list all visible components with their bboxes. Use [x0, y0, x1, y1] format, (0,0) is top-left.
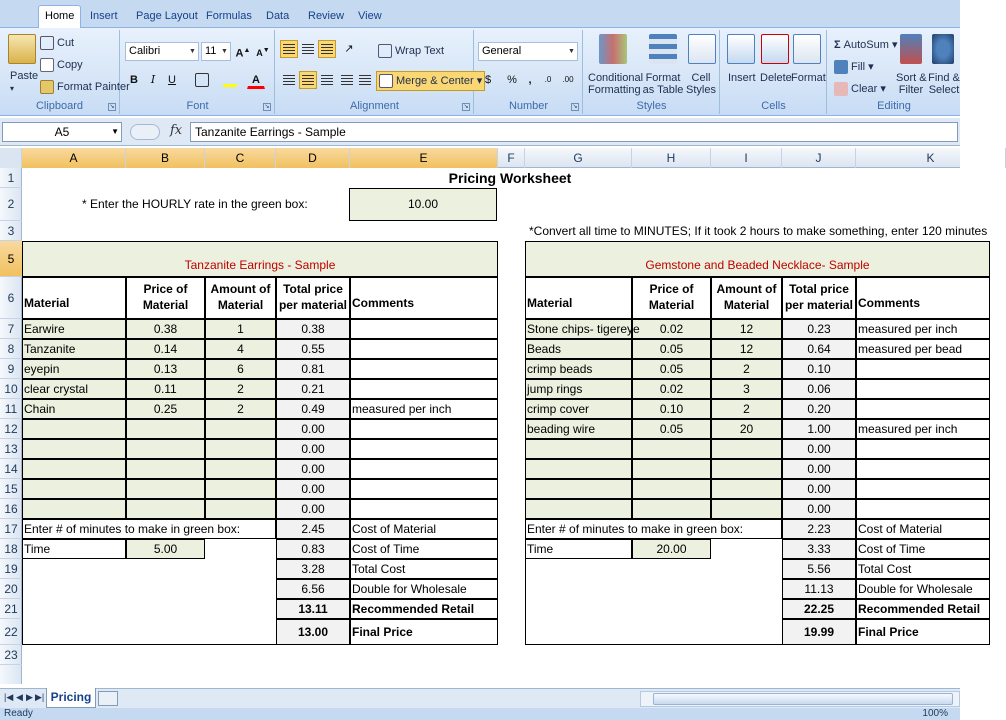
- hourly-rate-input[interactable]: 10.00: [407, 197, 439, 211]
- column-header-j[interactable]: J: [782, 148, 856, 168]
- column-headers: [0, 148, 960, 168]
- number-label: Number: [508, 100, 549, 112]
- right-summary-value[interactable]: 2.23: [807, 522, 831, 536]
- formatting-label: Formatting: [588, 84, 641, 96]
- cut-button[interactable]: [40, 36, 74, 50]
- brush-icon: [40, 80, 54, 94]
- ribbon: [0, 28, 960, 116]
- right-total-cell[interactable]: 0.20: [807, 402, 831, 416]
- align-center-button[interactable]: [299, 71, 317, 89]
- right-header-amount[interactable]: Amount of Material: [716, 282, 777, 312]
- left-summary-label[interactable]: Recommended Retail: [352, 602, 475, 616]
- chevron-down-icon: ▼: [221, 48, 228, 55]
- clear-label: Clear: [851, 83, 878, 95]
- merge-center-label: Merge & Center: [396, 75, 474, 87]
- fill-button[interactable]: Fill ▾: [834, 60, 874, 74]
- name-box[interactable]: [2, 122, 122, 142]
- sheet-tab-pricing[interactable]: Pricing: [46, 688, 96, 708]
- left-price-cell[interactable]: 0.38: [153, 322, 178, 336]
- row-header-3[interactable]: 3: [0, 221, 22, 241]
- left-comment-cell[interactable]: measured per inch: [352, 402, 452, 416]
- left-summary-value[interactable]: 0.83: [301, 542, 325, 556]
- copy-button[interactable]: [40, 58, 83, 72]
- cell-label: Cell: [691, 72, 711, 84]
- hourly-rate-prompt[interactable]: * Enter the HOURLY rate in the green box:: [82, 197, 308, 211]
- select-label: Select: [928, 84, 960, 96]
- column-header-d[interactable]: D: [276, 148, 350, 168]
- left-amount-cell[interactable]: 1: [237, 322, 244, 336]
- row-headers: [0, 168, 22, 684]
- row-header-1[interactable]: 1: [0, 168, 22, 188]
- formula-expand-icon[interactable]: [130, 124, 160, 140]
- cut-label: Cut: [57, 36, 75, 49]
- right-time-input[interactable]: 20.00: [656, 542, 687, 556]
- right-amount-cell[interactable]: 12: [739, 322, 754, 336]
- wrap-text-button[interactable]: [378, 44, 444, 58]
- left-summary-label[interactable]: Double for Wholesale: [352, 582, 467, 596]
- convert-minutes-note[interactable]: *Convert all time to MINUTES; If it took 2 hours to make something, enter 120 minutes: [529, 224, 988, 238]
- cell-styles-button[interactable]: [684, 72, 718, 96]
- editing-label: Editing: [877, 100, 911, 112]
- insert-function-icon[interactable]: fx: [170, 123, 183, 138]
- left-summary-label[interactable]: Cost of Material: [352, 522, 437, 536]
- format-as-table-icon: [649, 34, 677, 64]
- clear-button[interactable]: Clear ▾: [834, 82, 886, 96]
- scrollbar-thumb[interactable]: [653, 693, 953, 705]
- tab-formulas[interactable]: Formulas: [206, 10, 252, 22]
- right-total-cell[interactable]: 0.64: [807, 342, 831, 356]
- row-header-8[interactable]: 8: [0, 339, 22, 359]
- status-bar: [0, 708, 960, 720]
- left-material-cell[interactable]: Chain: [24, 402, 56, 416]
- alignment-label: Alignment: [350, 100, 399, 112]
- row-header-6[interactable]: 6: [0, 277, 22, 319]
- column-header-k[interactable]: K: [856, 148, 1006, 168]
- align-left-icon: [283, 75, 295, 85]
- font-group: [121, 30, 275, 114]
- shrink-font-button[interactable]: A▼: [256, 47, 270, 58]
- worksheet-grid: [0, 148, 988, 684]
- find-select-button[interactable]: [928, 72, 960, 96]
- left-total-cell[interactable]: 0.00: [301, 462, 325, 476]
- right-total-cell[interactable]: 0.23: [807, 322, 831, 336]
- tab-view[interactable]: View: [358, 10, 382, 22]
- left-header-total[interactable]: Total price per material: [278, 282, 348, 312]
- copy-label: Copy: [57, 58, 83, 71]
- row-header-20[interactable]: 20: [0, 579, 22, 599]
- name-box-value: A5: [54, 125, 70, 139]
- right-summary-value[interactable]: 11.13: [804, 582, 834, 596]
- orientation-button[interactable]: ↗: [344, 43, 354, 55]
- left-summary-label[interactable]: Final Price: [352, 625, 413, 639]
- row-header-12[interactable]: 12: [0, 419, 22, 439]
- align-right-icon: [321, 75, 333, 85]
- decrease-decimal-button[interactable]: .00: [562, 75, 574, 84]
- row-header-15[interactable]: 15: [0, 479, 22, 499]
- right-summary-label[interactable]: Final Price: [858, 625, 919, 639]
- right-total-cell[interactable]: 0.00: [807, 502, 831, 516]
- left-total-cell[interactable]: 0.38: [301, 322, 325, 336]
- column-header-a[interactable]: A: [22, 148, 126, 168]
- row-header-9[interactable]: 9: [0, 359, 22, 379]
- right-price-cell[interactable]: 0.05: [659, 362, 684, 376]
- clipboard-launcher-icon[interactable]: ↘: [109, 104, 115, 110]
- bold-button[interactable]: B: [130, 74, 138, 86]
- row-header-7[interactable]: 7: [0, 319, 22, 339]
- paste-dropdown-icon[interactable]: ▾: [10, 84, 15, 93]
- right-summary-label[interactable]: Cost of Material: [858, 522, 943, 536]
- last-sheet-icon[interactable]: ▶|: [35, 692, 45, 702]
- align-bottom-button[interactable]: [318, 40, 336, 58]
- format-button[interactable]: Format: [791, 72, 826, 84]
- right-summary-label[interactable]: Double for Wholesale: [858, 582, 973, 596]
- borders-button[interactable]: [193, 71, 211, 89]
- styles-label: Styles: [636, 100, 667, 112]
- column-header-c[interactable]: C: [205, 148, 276, 168]
- eraser-icon: [834, 82, 848, 96]
- row-header-14[interactable]: 14: [0, 459, 22, 479]
- increase-decimal-button[interactable]: .0: [544, 75, 552, 84]
- filter-label: Filter: [898, 84, 924, 96]
- conditional-label: Conditional: [588, 72, 644, 84]
- number-format-value: General: [482, 45, 522, 57]
- fill-down-icon: [834, 60, 848, 74]
- right-total-cell[interactable]: 0.06: [807, 382, 831, 396]
- as-table-label: as Table: [642, 84, 684, 96]
- zoom-level[interactable]: 100%: [922, 708, 948, 719]
- left-total-cell[interactable]: 0.21: [301, 382, 325, 396]
- left-total-cell[interactable]: 0.00: [301, 502, 325, 516]
- right-material-cell[interactable]: crimp cover: [527, 402, 590, 416]
- first-sheet-icon[interactable]: |◀: [4, 692, 14, 702]
- row-header-10[interactable]: 10: [0, 379, 22, 399]
- right-price-cell[interactable]: 0.02: [659, 382, 684, 396]
- grow-font-button[interactable]: A▲: [235, 47, 251, 60]
- align-top-icon: [283, 44, 295, 54]
- conditional-formatting-button[interactable]: [588, 72, 644, 96]
- left-total-cell[interactable]: 0.55: [301, 342, 325, 356]
- right-total-cell[interactable]: 1.00: [807, 422, 831, 436]
- paint-bucket-icon: [223, 73, 237, 87]
- tab-home[interactable]: Home: [38, 5, 81, 29]
- clipboard-label: Clipboard: [35, 100, 84, 112]
- align-middle-button[interactable]: [299, 40, 317, 58]
- left-amount-cell[interactable]: 2: [237, 402, 244, 416]
- font-label: Font: [186, 100, 209, 112]
- right-table-title[interactable]: Gemstone and Beaded Necklace- Sample: [645, 258, 870, 272]
- row-header-13[interactable]: 13: [0, 439, 22, 459]
- copy-icon: [40, 58, 54, 72]
- format-cells-icon: [793, 34, 821, 64]
- right-summary-label[interactable]: Cost of Time: [858, 542, 926, 556]
- left-total-cell[interactable]: 0.00: [301, 442, 325, 456]
- right-price-cell[interactable]: 0.05: [659, 422, 684, 436]
- right-header-price[interactable]: Price of Material: [648, 282, 695, 312]
- row-header-11[interactable]: 11: [0, 399, 22, 419]
- right-header-material[interactable]: Material: [527, 296, 573, 310]
- alignment-group: [276, 30, 483, 114]
- editing-group: [828, 30, 960, 114]
- left-minutes-prompt[interactable]: Enter # of minutes to make in green box:: [24, 522, 241, 536]
- row-header-21[interactable]: 21: [0, 599, 22, 619]
- cells-group: [721, 30, 827, 114]
- column-header-f[interactable]: F: [498, 148, 525, 168]
- cells-label: Cells: [761, 100, 786, 112]
- align-left-button[interactable]: [280, 71, 298, 89]
- chevron-down-icon: ▼: [111, 127, 119, 136]
- percent-button[interactable]: %: [507, 74, 517, 86]
- right-total-cell[interactable]: 0.00: [807, 442, 831, 456]
- left-total-cell[interactable]: 0.81: [301, 362, 325, 376]
- right-outer-border: [525, 241, 990, 645]
- right-material-cell[interactable]: Beads: [527, 342, 562, 356]
- binoculars-icon: [932, 34, 954, 64]
- align-top-button[interactable]: [280, 40, 298, 58]
- left-outer-border: [22, 241, 498, 645]
- right-amount-cell[interactable]: 2: [743, 362, 750, 376]
- left-summary-value[interactable]: 13.11: [298, 602, 328, 616]
- right-price-cell[interactable]: 0.02: [659, 322, 684, 336]
- font-launcher-icon[interactable]: ↘: [264, 104, 270, 110]
- row-header-5[interactable]: 5: [0, 241, 22, 277]
- select-all-corner[interactable]: [0, 148, 22, 168]
- right-summary-value[interactable]: 22.25: [803, 602, 835, 616]
- paste-icon: [8, 34, 36, 64]
- clipboard-group: [0, 30, 130, 114]
- scissors-icon: [40, 36, 54, 50]
- conditional-formatting-icon: [599, 34, 627, 64]
- left-material-cell[interactable]: Earwire: [24, 322, 65, 336]
- sort-filter-button[interactable]: [896, 72, 926, 96]
- right-summary-label[interactable]: Recommended Retail: [858, 602, 981, 616]
- row-header-18[interactable]: 18: [0, 539, 22, 559]
- row-header-17[interactable]: 17: [0, 519, 22, 539]
- left-header-material[interactable]: Material: [24, 296, 70, 310]
- left-total-cell[interactable]: 0.00: [301, 482, 325, 496]
- right-total-cell[interactable]: 0.10: [807, 362, 831, 376]
- format-painter-button[interactable]: [40, 80, 130, 94]
- column-header-e[interactable]: E: [350, 148, 498, 168]
- right-amount-cell[interactable]: 2: [743, 402, 750, 416]
- cell-styles-icon: [688, 34, 716, 64]
- right-summary-value[interactable]: 3.33: [807, 542, 831, 556]
- row-header-19[interactable]: 19: [0, 559, 22, 579]
- row-header-2[interactable]: 2: [0, 188, 22, 221]
- row-header-23[interactable]: 23: [0, 645, 22, 665]
- tab-insert[interactable]: Insert: [90, 10, 118, 22]
- number-group: [475, 30, 583, 114]
- align-right-button[interactable]: [318, 71, 336, 89]
- left-total-cell[interactable]: 0.00: [301, 422, 325, 436]
- chevron-down-icon: ▼: [189, 48, 196, 55]
- right-summary-value[interactable]: 19.99: [803, 625, 835, 639]
- right-time-label[interactable]: Time: [527, 542, 554, 556]
- delete-button[interactable]: Delete: [760, 72, 792, 84]
- format-as-table-button[interactable]: [640, 72, 686, 96]
- right-material-cell[interactable]: jump rings: [527, 382, 583, 396]
- right-header-total[interactable]: Total price per material: [784, 282, 854, 312]
- right-minutes-prompt[interactable]: Enter # of minutes to make in green box:: [527, 522, 744, 536]
- align-bottom-icon: [321, 44, 333, 54]
- merge-center-button[interactable]: Merge & Center ▾: [376, 71, 485, 91]
- sigma-icon: Σ: [834, 39, 844, 51]
- left-table-title[interactable]: Tanzanite Earrings - Sample: [184, 258, 336, 272]
- column-header-i[interactable]: I: [711, 148, 782, 168]
- left-summary-value[interactable]: 13.00: [297, 625, 329, 639]
- wrap-text-icon: [378, 44, 392, 58]
- autosum-button[interactable]: Σ AutoSum ▾: [834, 39, 898, 51]
- sheet-tab-bar: [0, 688, 960, 708]
- left-price-cell[interactable]: 0.25: [153, 402, 178, 416]
- right-header-comments[interactable]: Comments: [858, 296, 921, 310]
- left-time-label[interactable]: Time: [24, 542, 51, 556]
- font-size-value: 11: [205, 45, 217, 57]
- sort-filter-icon: [900, 34, 922, 64]
- font-color-button[interactable]: A: [247, 71, 265, 89]
- left-summary-label[interactable]: Cost of Time: [352, 542, 420, 556]
- sort-label: Sort &: [896, 72, 927, 84]
- number-format-select[interactable]: [478, 42, 578, 61]
- fill-label: Fill: [851, 61, 866, 73]
- left-material-cell[interactable]: clear crystal: [24, 382, 89, 396]
- left-header-amount[interactable]: Amount of Material: [210, 282, 271, 312]
- left-time-input[interactable]: 5.00: [153, 542, 178, 556]
- wrap-text-label: Wrap Text: [395, 44, 445, 57]
- increase-indent-button[interactable]: [356, 71, 374, 89]
- right-amount-cell[interactable]: 3: [743, 382, 750, 396]
- right-comment-cell[interactable]: measured per inch: [858, 422, 958, 436]
- row-header-22[interactable]: 22: [0, 619, 22, 645]
- right-total-cell[interactable]: 0.00: [807, 482, 831, 496]
- left-amount-cell[interactable]: 6: [237, 362, 244, 376]
- row-header-16[interactable]: 16: [0, 499, 22, 519]
- left-total-cell[interactable]: 0.49: [301, 402, 325, 416]
- font-size-select[interactable]: [201, 42, 231, 61]
- status-ready: Ready: [4, 708, 33, 719]
- left-price-cell[interactable]: 0.11: [154, 382, 177, 396]
- right-price-cell[interactable]: 0.10: [659, 402, 684, 416]
- underline-button[interactable]: U: [168, 74, 176, 86]
- format-table-label: Format: [645, 72, 681, 84]
- left-price-cell[interactable]: 0.13: [153, 362, 178, 376]
- tab-review[interactable]: Review: [308, 10, 345, 22]
- right-total-cell[interactable]: 0.00: [807, 462, 831, 476]
- increase-indent-icon: [359, 75, 371, 85]
- right-comment-cell[interactable]: measured per inch: [858, 322, 958, 336]
- formula-input[interactable]: Tanzanite Earrings - Sample: [190, 122, 958, 142]
- right-amount-cell[interactable]: 12: [739, 342, 754, 356]
- left-summary-value[interactable]: 2.45: [301, 522, 325, 536]
- left-summary-label[interactable]: Total Cost: [352, 562, 406, 576]
- right-summary-value[interactable]: 5.56: [807, 562, 831, 576]
- left-summary-value[interactable]: 6.56: [301, 582, 325, 596]
- find-label: Find &: [928, 72, 960, 84]
- right-comment-cell[interactable]: measured per bead: [858, 342, 963, 356]
- right-material-cell[interactable]: crimp beads: [527, 362, 593, 376]
- insert-sheet-icon[interactable]: [98, 691, 118, 706]
- italic-button[interactable]: I: [150, 73, 156, 86]
- delete-cells-icon: [761, 34, 789, 64]
- decrease-indent-button[interactable]: [338, 71, 356, 89]
- insert-button[interactable]: Insert: [728, 72, 756, 84]
- left-price-cell[interactable]: 0.14: [153, 342, 178, 356]
- left-header-price[interactable]: Price of Material: [142, 282, 189, 312]
- merge-icon: [379, 74, 393, 88]
- prev-sheet-icon[interactable]: ◀: [16, 692, 23, 702]
- ribbon-tabs: [0, 0, 960, 28]
- right-material-cell[interactable]: beading wire: [527, 422, 596, 436]
- left-material-cell[interactable]: eyepin: [24, 362, 60, 376]
- number-launcher-icon[interactable]: ↘: [572, 104, 578, 110]
- right-material-cell[interactable]: Stone chips- tigereye: [527, 322, 640, 336]
- font-name-value: Calibri: [129, 45, 161, 57]
- left-summary-value[interactable]: 3.28: [301, 562, 325, 576]
- formula-bar: [0, 118, 960, 146]
- styles-label-text: Styles: [686, 84, 716, 96]
- right-amount-cell[interactable]: 20: [739, 422, 754, 436]
- sheet-title[interactable]: Pricing Worksheet: [448, 170, 572, 186]
- column-header-h[interactable]: H: [632, 148, 711, 168]
- column-header-g[interactable]: G: [525, 148, 632, 168]
- right-summary-label[interactable]: Total Cost: [858, 562, 912, 576]
- align-middle-icon: [302, 44, 314, 54]
- horizontal-scrollbar[interactable]: [640, 691, 960, 707]
- chevron-down-icon: ▼: [568, 48, 575, 55]
- tab-page-layout[interactable]: Page Layout: [136, 10, 198, 22]
- left-header-comments[interactable]: Comments: [352, 296, 415, 310]
- format-painter-label: Format Painter: [57, 80, 130, 93]
- column-header-b[interactable]: B: [126, 148, 205, 168]
- align-center-icon: [302, 75, 314, 85]
- tab-data[interactable]: Data: [266, 10, 290, 22]
- autosum-label: AutoSum: [843, 39, 889, 51]
- left-amount-cell[interactable]: 4: [237, 342, 244, 356]
- right-price-cell[interactable]: 0.05: [659, 342, 684, 356]
- alignment-launcher-icon[interactable]: ↘: [463, 104, 469, 110]
- next-sheet-icon[interactable]: ▶: [26, 692, 33, 702]
- comma-button[interactable]: ,: [528, 74, 532, 86]
- paste-button[interactable]: Paste: [10, 70, 39, 82]
- left-amount-cell[interactable]: 2: [237, 382, 244, 396]
- borders-icon: [195, 73, 209, 87]
- font-name-select[interactable]: [125, 42, 199, 61]
- left-material-cell[interactable]: Tanzanite: [24, 342, 76, 356]
- fill-color-button[interactable]: [221, 71, 239, 89]
- styles-group: [584, 30, 720, 114]
- currency-button[interactable]: $: [484, 74, 492, 86]
- decrease-indent-icon: [341, 75, 353, 85]
- insert-cells-icon: [727, 34, 755, 64]
